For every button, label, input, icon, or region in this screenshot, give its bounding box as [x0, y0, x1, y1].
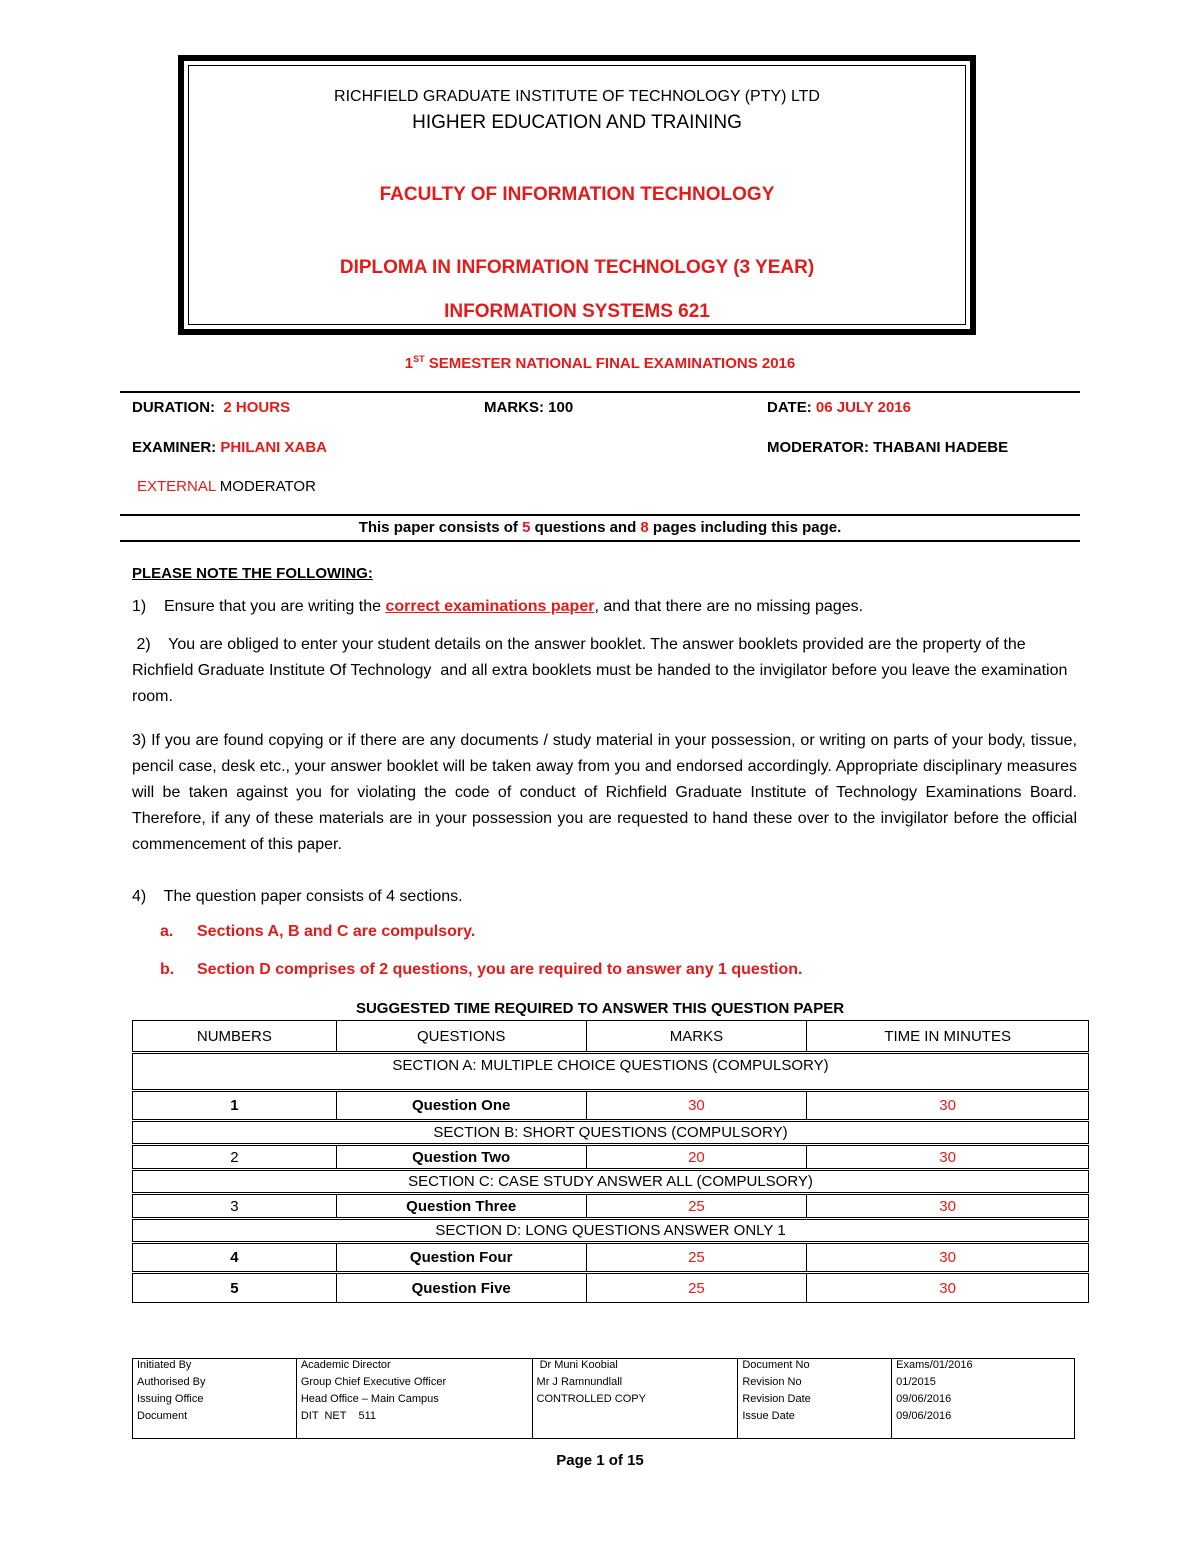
footer-cell: CONTROLLED COPY — [532, 1393, 738, 1410]
footer-cell: Group Chief Executive Officer — [296, 1376, 532, 1393]
table-row — [133, 1091, 1089, 1121]
table-title: SUGGESTED TIME REQUIRED TO ANSWER THIS QUESTION PAPER — [355, 1000, 845, 1017]
row-question: Question Five — [336, 1273, 586, 1303]
divider — [120, 540, 1080, 542]
exam-title: 1ST SEMESTER NATIONAL FINAL EXAMINATIONS 2016 — [404, 354, 796, 372]
section-c-label: SECTION C: CASE STUDY ANSWER ALL (COMPULSORY) — [133, 1170, 1089, 1194]
footer-row — [133, 1376, 1075, 1393]
subject-name: INFORMATION SYSTEMS 621 — [444, 301, 710, 322]
footer-cell — [532, 1410, 738, 1439]
header-questions: QUESTIONS — [336, 1021, 586, 1053]
note-4b: b. Section D comprises of 2 questions, you are required to answer any 1 question. — [160, 961, 803, 978]
divider — [120, 514, 1080, 516]
row-number: 4 — [133, 1243, 337, 1273]
footer-cell: 09/06/2016 — [892, 1410, 1075, 1439]
department-name: HIGHER EDUCATION AND TRAINING — [412, 112, 742, 133]
note-4: 4) The question paper consists of 4 sections. — [132, 888, 463, 905]
faculty-name: FACULTY OF INFORMATION TECHNOLOGY — [379, 184, 775, 205]
note-1: 1) Ensure that you are writing the correct examinations paper, and that there are no missing pages. — [132, 598, 864, 615]
row-marks: 20 — [586, 1145, 807, 1170]
footer-cell: Document — [133, 1410, 297, 1439]
header-marks: MARKS — [586, 1021, 807, 1053]
table-row — [133, 1243, 1089, 1273]
section-d-label: SECTION D: LONG QUESTIONS ANSWER ONLY 1 — [133, 1219, 1089, 1243]
total-marks: MARKS: 100 — [484, 399, 574, 416]
footer-row — [133, 1410, 1075, 1439]
row-time: 30 — [807, 1273, 1089, 1303]
footer-cell: Mr J Ramnundlall — [532, 1376, 738, 1393]
footer-cell: 09/06/2016 — [892, 1393, 1075, 1410]
footer-cell: Authorised By — [133, 1376, 297, 1393]
table-row — [133, 1273, 1089, 1303]
footer-cell: Issuing Office — [133, 1393, 297, 1410]
row-time: 30 — [807, 1145, 1089, 1170]
header-time: TIME IN MINUTES — [807, 1021, 1089, 1053]
correct-paper-link: correct examinations paper — [385, 598, 595, 615]
row-question: Question Four — [336, 1243, 586, 1273]
footer-cell: Exams/01/2016 — [892, 1359, 1075, 1377]
row-marks: 25 — [586, 1273, 807, 1303]
institute-name: RICHFIELD GRADUATE INSTITUTE OF TECHNOLOGY (PTY) LTD — [334, 88, 820, 105]
divider — [120, 391, 1080, 393]
exam-date: DATE: 06 JULY 2016 — [767, 399, 911, 416]
note-3: 3) If you are found copying or if there are any documents / study material in your possession, or writing on parts of your body, tissue, pencil case, desk etc., your answer booklet will be taken away from you and endorsed accordingly. Appropriate disciplinary measures will be taken against you for violating the code of conduct of Richfield Graduate Institute of Technology Examinations Board. Therefore, if any of these materials are in your possession you are requested to hand these over to the invigilator before the official commencement of this paper. — [132, 732, 1077, 853]
footer-cell: DIT NET 511 — [296, 1410, 532, 1439]
footer-cell: Head Office – Main Campus — [296, 1393, 532, 1410]
row-question: Question Three — [336, 1194, 586, 1219]
footer-row — [133, 1359, 1075, 1377]
header-box — [178, 55, 976, 335]
row-question: Question One — [336, 1091, 586, 1121]
external-moderator: EXTERNAL MODERATOR — [137, 478, 316, 495]
row-time: 30 — [807, 1091, 1089, 1121]
row-marks: 25 — [586, 1243, 807, 1273]
section-row — [133, 1121, 1089, 1145]
section-row — [133, 1170, 1089, 1194]
notes-heading: PLEASE NOTE THE FOLLOWING: — [132, 565, 373, 582]
section-b-label: SECTION B: SHORT QUESTIONS (COMPULSORY) — [133, 1121, 1089, 1145]
footer-cell: Revision Date — [738, 1393, 892, 1410]
section-a-label: SECTION A: MULTIPLE CHOICE QUESTIONS (COMPULSORY) — [133, 1053, 1089, 1091]
table-row — [133, 1145, 1089, 1170]
header-numbers: NUMBERS — [133, 1021, 337, 1053]
row-time: 30 — [807, 1194, 1089, 1219]
row-question: Question Two — [336, 1145, 586, 1170]
diploma-name: DIPLOMA IN INFORMATION TECHNOLOGY (3 YEAR) — [339, 257, 815, 278]
row-number: 1 — [133, 1091, 337, 1121]
time-allocation-table — [132, 1020, 1089, 1303]
note-4a: a. Sections A, B and C are compulsory. — [160, 923, 476, 940]
paper-summary: This paper consists of 5 questions and 8 pages including this page. — [358, 519, 842, 536]
footer-cell: Dr Muni Koobial — [532, 1359, 738, 1377]
examiner: EXAMINER: PHILANI XABA — [132, 439, 328, 456]
footer-cell: 01/2015 — [892, 1376, 1075, 1393]
footer-cell: Revision No — [738, 1376, 892, 1393]
section-row — [133, 1053, 1089, 1091]
moderator: MODERATOR: THABANI HADEBE — [767, 439, 1009, 456]
table-row — [133, 1194, 1089, 1219]
row-number: 3 — [133, 1194, 337, 1219]
row-time: 30 — [807, 1243, 1089, 1273]
footer-cell: Document No — [738, 1359, 892, 1377]
footer-row — [133, 1393, 1075, 1410]
note-2: 2) You are obliged to enter your student details on the answer booklet. The answer booklets provided are the property of the Richfield Graduate Institute Of Technology and all extra booklets must be handed to the invigilator before you leave the examination room. — [132, 636, 1072, 705]
row-marks: 25 — [586, 1194, 807, 1219]
section-row — [133, 1219, 1089, 1243]
footer-cell: Initiated By — [133, 1359, 297, 1377]
document-control-table — [132, 1358, 1075, 1439]
row-marks: 30 — [586, 1091, 807, 1121]
row-number: 2 — [133, 1145, 337, 1170]
row-number: 5 — [133, 1273, 337, 1303]
footer-cell: Academic Director — [296, 1359, 532, 1377]
table-header-row — [133, 1021, 1089, 1053]
page-number: Page 1 of 15 — [556, 1452, 644, 1469]
footer-cell: Issue Date — [738, 1410, 892, 1439]
duration: DURATION: 2 HOURS — [132, 399, 291, 416]
